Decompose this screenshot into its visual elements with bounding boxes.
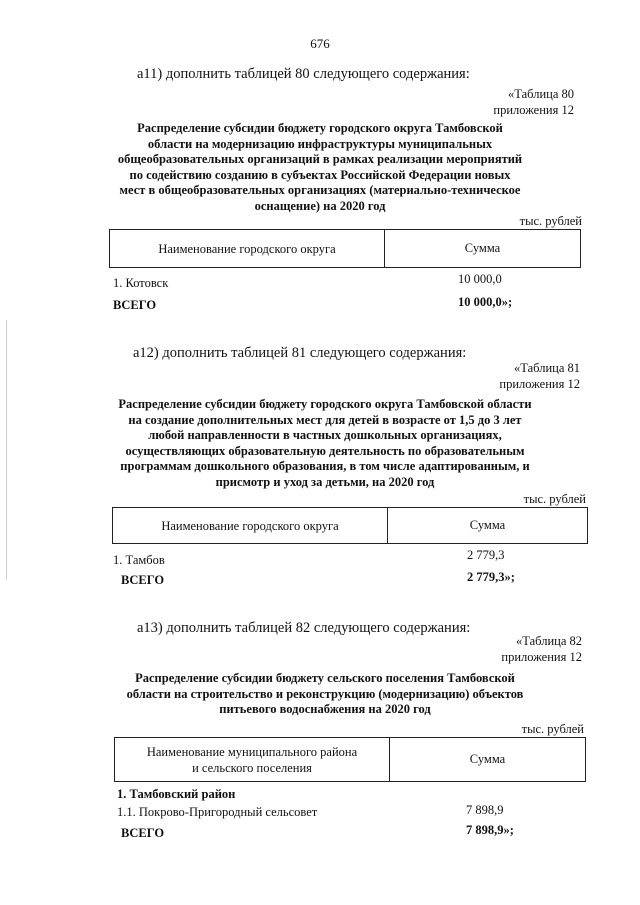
title-line: мест в общеобразовательных организациях (материально-техническое	[119, 183, 521, 197]
title-line: по содействию созданию в субъектах Российской Федерации новых	[129, 167, 511, 182]
title-line: питьевого водоснабжения на 2020 год	[219, 702, 431, 716]
table-note-line: приложения 12	[501, 650, 582, 664]
total-value: 7 898,9»;	[466, 823, 514, 837]
total-label: ВСЕГО	[121, 573, 165, 587]
header-name-text: и сельского поселения	[192, 760, 312, 775]
title-line: осуществляющих образовательную деятельность по образовательным	[125, 443, 525, 458]
table-note	[501, 633, 582, 665]
unit-label: тыс. рублей	[521, 722, 584, 736]
row-value: 7 898,9	[466, 803, 504, 817]
section-intro: а12) дополнить таблицей 81 следующего содержания:	[133, 345, 467, 361]
header-sum-cell: Сумма	[469, 752, 506, 766]
header-name-text: Наименование муниципального района	[146, 744, 358, 759]
unit-label: тыс. рублей	[523, 492, 586, 506]
total-value: 10 000,0»;	[458, 295, 513, 309]
unit-label: тыс. рублей	[519, 214, 582, 228]
table-header	[114, 737, 586, 782]
group-label: 1. Тамбовский район	[117, 787, 236, 801]
title-line: Распределение субсидии бюджету сельского поселения Тамбовской	[135, 671, 515, 685]
header-name-text: Наименование городского округа	[158, 241, 336, 256]
row-value: 10 000,0	[458, 272, 502, 286]
table-title	[115, 671, 535, 718]
row-name: 1. Тамбов	[113, 553, 165, 567]
title-line: области на строительство и реконструкцию (модернизацию) объектов	[126, 686, 524, 701]
title-line: оснащение) на 2020 год	[254, 198, 386, 213]
scan-artifact	[6, 320, 7, 580]
header-name-cell	[113, 508, 388, 543]
title-line: области на модернизацию инфраструктуры муниципальных	[147, 136, 493, 151]
total-label: ВСЕГО	[121, 826, 165, 840]
title-line: программам дошкольного образования, в том числе адаптированным, и	[120, 459, 530, 473]
table-note-line: «Таблица 80	[508, 87, 574, 101]
section-intro: а13) дополнить таблицей 82 следующего содержания:	[137, 620, 471, 636]
header-sum-cell: Сумма	[469, 518, 506, 532]
row-name: 1.1. Покрово-Пригородный сельсовет	[117, 805, 318, 819]
title-line: присмотр и уход за детьми, на 2020 год	[215, 474, 435, 489]
title-line: любой направленности в частных дошкольных организациях,	[148, 428, 502, 442]
row-name: 1. Котовск	[113, 276, 169, 290]
table-note-line: приложения 12	[499, 377, 580, 391]
title-line: Распределение субсидии бюджету городского округа Тамбовской области	[118, 397, 532, 411]
header-name-text: Наименование городского округа	[161, 518, 339, 533]
table-header	[109, 229, 581, 268]
table-title	[110, 121, 530, 214]
page-number: 676	[310, 36, 330, 51]
title-line: Распределение субсидии бюджету городского округа Тамбовской	[137, 121, 503, 135]
row-value: 2 779,3	[467, 548, 505, 562]
table-note-line: «Таблица 82	[516, 634, 582, 648]
header-sum-cell: Сумма	[464, 241, 501, 255]
table-header	[112, 507, 588, 544]
table-note-line: приложения 12	[493, 103, 574, 117]
title-line: общеобразовательных организаций в рамках реализации мероприятий	[117, 152, 523, 166]
header-name-cell	[115, 738, 390, 781]
header-name-cell	[110, 230, 385, 267]
title-line: на создание дополнительных мест для детей в возрасте от 1,5 до 3 лет	[128, 412, 522, 427]
section-intro: а11) дополнить таблицей 80 следующего содержания:	[137, 66, 470, 82]
total-label: ВСЕГО	[113, 298, 157, 312]
table-note	[499, 360, 580, 392]
table-title	[95, 397, 555, 490]
table-note-line: «Таблица 81	[514, 361, 580, 375]
table-note	[493, 86, 574, 118]
total-value: 2 779,3»;	[467, 570, 515, 584]
